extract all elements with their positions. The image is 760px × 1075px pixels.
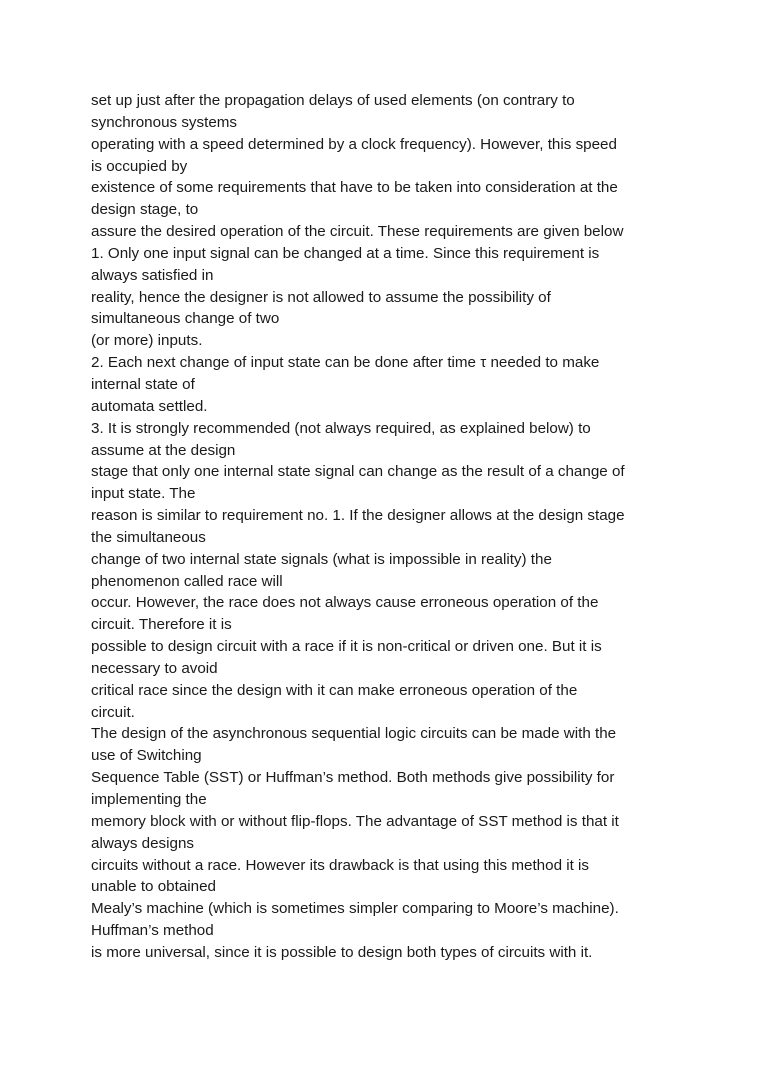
text-line: assure the desired operation of the circuit. These requirements are given below — [91, 223, 624, 241]
text-line: circuits without a race. However its drawback is that using this method it is — [91, 856, 590, 874]
text-line: 2. Each next change of input state can be done after time τ needed to make — [91, 354, 600, 372]
text-line: assume at the design — [91, 441, 236, 459]
text-line: The design of the asynchronous sequential logic circuits can be made with the — [91, 725, 617, 743]
text-line: 3. It is strongly recommended (not always required, as explained below) to — [91, 419, 591, 437]
text-line: set up just after the propagation delays of used elements (on contrary to — [91, 92, 575, 109]
text-line: automata settled. — [91, 397, 208, 415]
text-line: 1. Only one input signal can be changed at a time. Since this requirement is — [91, 244, 600, 262]
text-line: synchronous systems — [91, 113, 238, 131]
text-line: stage that only one internal state signal can change as the result of a change of — [91, 463, 625, 481]
text-line: occur. However, the race does not always cause erroneous operation of the — [91, 594, 599, 612]
text-line: is occupied by — [91, 157, 188, 175]
text-line: memory block with or without flip-flops. The advantage of SST method is that it — [91, 812, 619, 830]
text-line: internal state of — [91, 375, 195, 393]
text-line: input state. The — [91, 485, 196, 503]
text-line: Mealy’s machine (which is sometimes simpler comparing to Moore’s machine). — [91, 900, 619, 918]
text-line: simultaneous change of two — [91, 310, 280, 328]
text-line: circuit. Therefore it is — [91, 616, 232, 634]
text-line: circuit. — [91, 703, 135, 721]
text-line: the simultaneous — [91, 528, 206, 546]
text-line: possible to design circuit with a race if it is non-critical or driven one. But it is — [91, 638, 602, 656]
text-line: is more universal, since it is possible to design both types of circuits with it. — [91, 943, 593, 961]
text-line: Huffman’s method — [91, 922, 214, 940]
text-line: use of Switching — [91, 747, 202, 765]
text-line: reality, hence the designer is not allowed to assume the possibility of — [91, 288, 551, 306]
text-line: existence of some requirements that have to be taken into consideration at the — [91, 179, 618, 197]
text-line: change of two internal state signals (what is impossible in reality) the — [91, 550, 552, 568]
text-line: always designs — [91, 834, 194, 852]
text-line: always satisfied in — [91, 266, 214, 284]
text-line: design stage, to — [91, 201, 199, 219]
text-line: Sequence Table (SST) or Huffman’s method. Both methods give possibility for — [91, 769, 615, 787]
text-line: critical race since the design with it can make erroneous operation of the — [91, 681, 578, 699]
text-line: unable to obtained — [91, 878, 216, 896]
text-line: (or more) inputs. — [91, 332, 203, 350]
text-line: operating with a speed determined by a clock frequency). However, this speed — [91, 135, 617, 153]
text-line: necessary to avoid — [91, 659, 218, 677]
body-text — [91, 90, 681, 964]
text-line: phenomenon called race will — [91, 572, 283, 590]
text-line: reason is similar to requirement no. 1. If the designer allows at the design stage — [91, 507, 625, 525]
text-line: implementing the — [91, 791, 207, 808]
